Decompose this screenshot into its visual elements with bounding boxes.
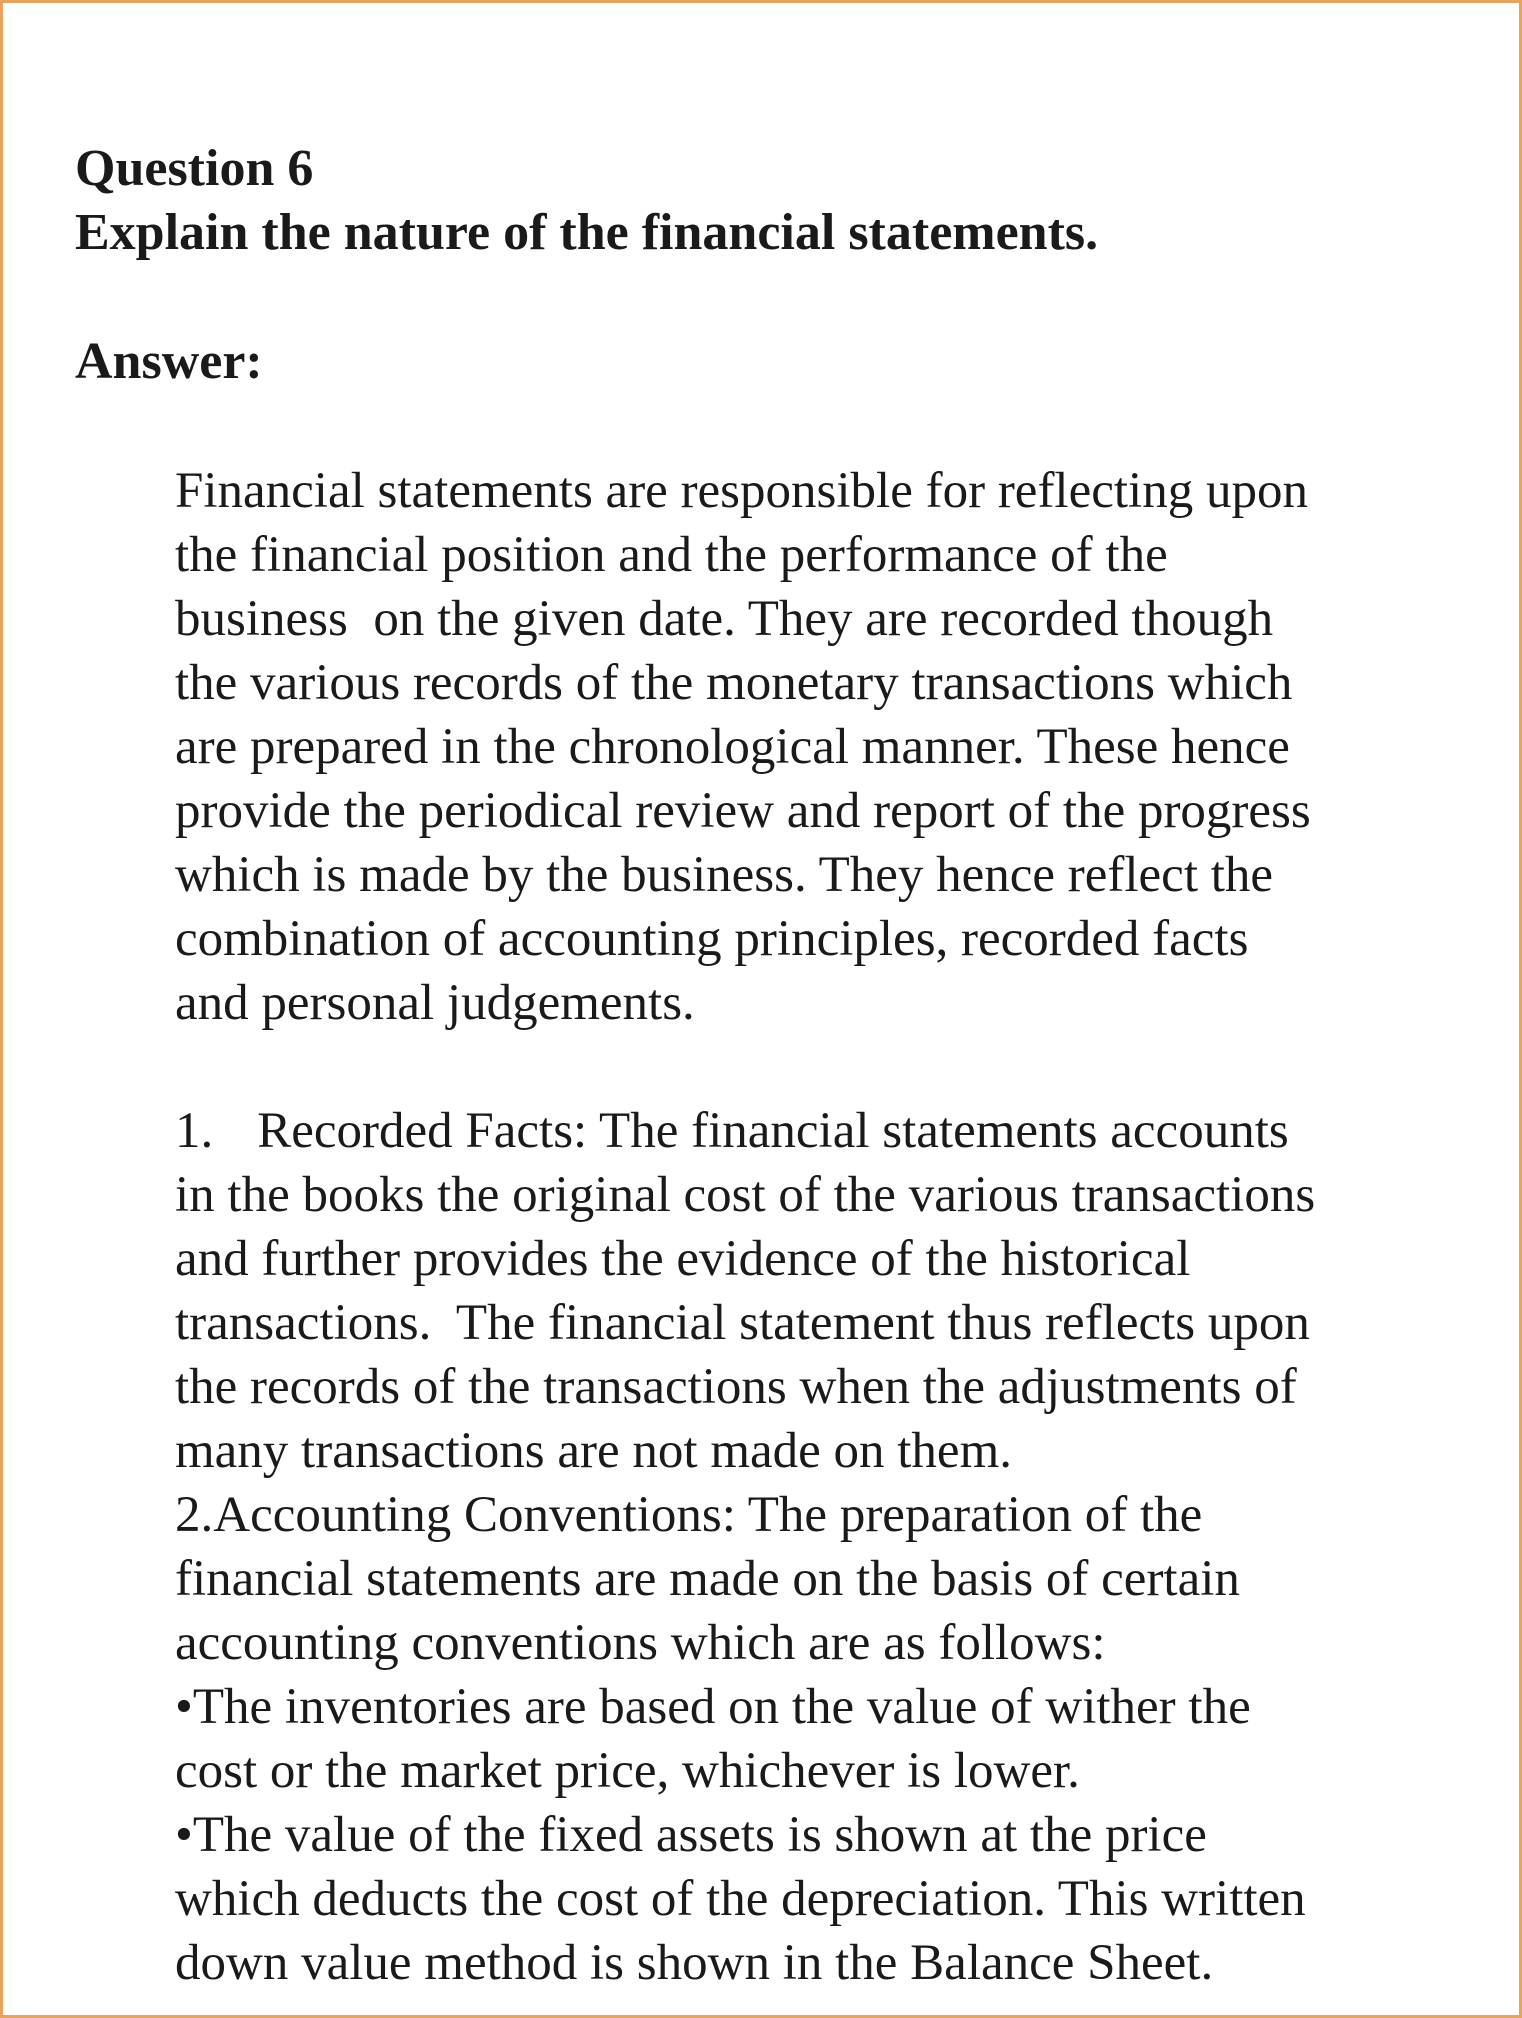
text-line: many transactions are not made on them. [175, 1423, 1012, 1479]
bullet-item: •The value of the fixed assets is shown at the price [175, 1807, 1207, 1863]
point-1-number: 1. [175, 1103, 214, 1159]
point-1-first-line [175, 1099, 1465, 1163]
text-line: financial statements are made on the basis of certain [175, 1551, 1240, 1607]
text-line: which is made by the business. They hence reflect the [175, 847, 1274, 903]
text-line: which deducts the cost of the depreciation. This written [175, 1871, 1306, 1927]
answer-label: Answer: [75, 333, 263, 390]
intro-paragraph [175, 459, 1465, 1035]
text-line: business on the given date. They are recorded though [175, 591, 1274, 647]
bullet-item: •The inventories are based on the value of wither the [175, 1679, 1251, 1735]
text-line: combination of accounting principles, recorded facts [175, 911, 1249, 967]
question-heading [75, 137, 1098, 265]
point-1-heading: Recorded Facts: The financial statements accounts [257, 1103, 1289, 1159]
text-line: and personal judgements. [175, 975, 695, 1031]
text-line: the financial position and the performance of the [175, 527, 1168, 583]
question-prompt: Explain the nature of the financial statements. [75, 204, 1099, 261]
question-number: Question 6 [75, 140, 314, 197]
text-line: in the books the original cost of the various transactions [175, 1167, 1316, 1223]
text-line: and further provides the evidence of the historical [175, 1231, 1191, 1287]
text-line: are prepared in the chronological manner. These hence [175, 719, 1290, 775]
text-line: Financial statements are responsible for reflecting upon [175, 463, 1308, 519]
text-line: the various records of the monetary transactions which [175, 655, 1293, 711]
point-2-heading: 2.Accounting Conventions: The preparation of the [175, 1487, 1203, 1543]
text-line: the records of the transactions when the adjustments of [175, 1359, 1297, 1415]
text-line: cost or the market price, whichever is lower. [175, 1743, 1080, 1799]
text-line: provide the periodical review and report of the progress [175, 783, 1311, 839]
text-line: accounting conventions which are as follows: [175, 1615, 1106, 1671]
points-section [175, 1099, 1465, 1995]
text-line: down value method is shown in the Balance Sheet. [175, 1935, 1214, 1991]
text-line: transactions. The financial statement thus reflects upon [175, 1295, 1310, 1351]
